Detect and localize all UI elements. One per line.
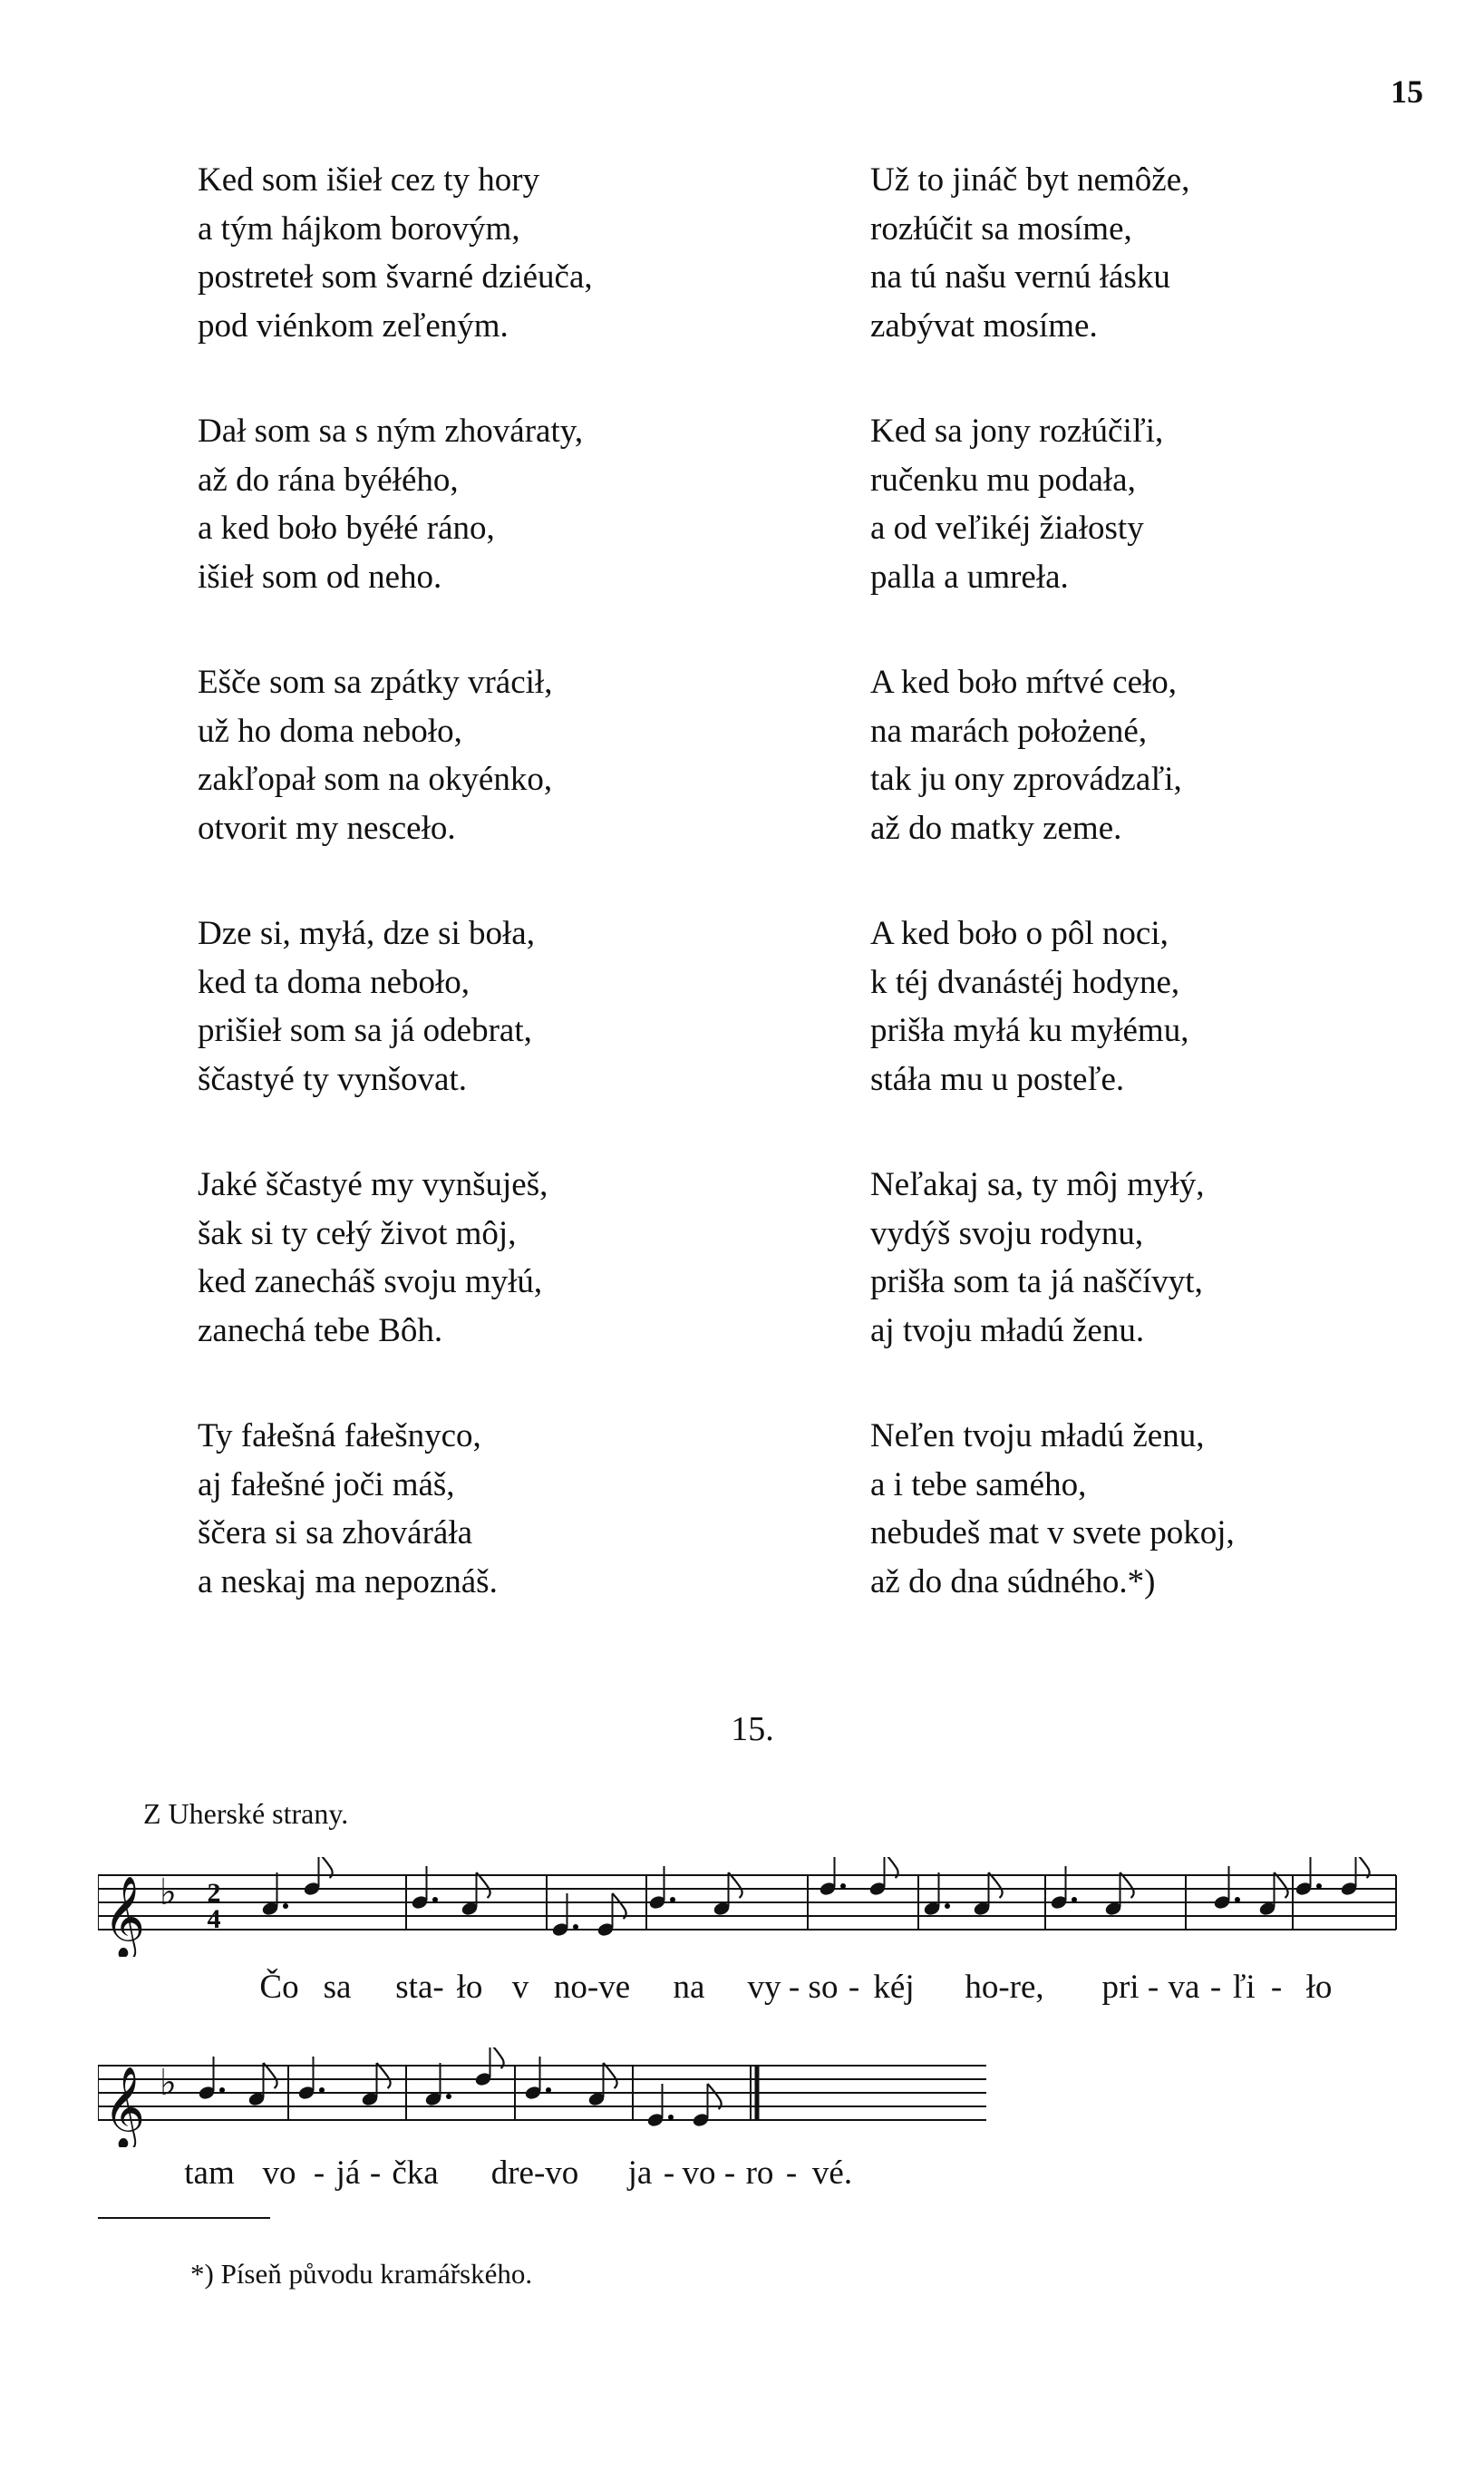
time-signature-top: 2	[207, 1878, 221, 1908]
flat-sign-icon: ♭	[160, 1872, 177, 1913]
staff-1-notes	[98, 1857, 1396, 1938]
eighth-note	[713, 1872, 742, 1917]
stanza	[198, 1161, 760, 1355]
stanza	[198, 1412, 760, 1606]
eighth-note	[461, 1872, 490, 1917]
lyric-syllable: so	[808, 1969, 839, 2006]
note-dot	[668, 2115, 674, 2120]
lyric-syllable: vy	[747, 1969, 781, 2006]
verse-line: a ked boło byéłé ráno,	[198, 510, 495, 547]
eighth-note	[303, 1857, 333, 1897]
verse-line: Už to jináč byt nemôže,	[870, 161, 1190, 199]
verse-line: Ty fałešná fałešnyco,	[198, 1417, 481, 1454]
note-flag	[1120, 1872, 1134, 1898]
note-dot	[446, 2094, 451, 2099]
lyrics-line-1	[98, 1968, 1403, 2013]
eighth-note	[247, 2063, 277, 2107]
note-flag	[613, 1893, 626, 1919]
dotted-quarter-note	[1295, 1857, 1322, 1897]
note-dot	[840, 1883, 846, 1889]
stanza	[870, 658, 1432, 852]
treble-clef-icon	[103, 1876, 145, 1957]
verse-line: a i tebe samého,	[870, 1465, 1087, 1503]
dotted-quarter-note	[261, 1872, 288, 1917]
note-flag	[708, 2084, 722, 2109]
verse-line: a neskaj ma nepoznáš.	[198, 1562, 498, 1600]
lyric-syllable: va	[1168, 1969, 1200, 2006]
svg-text:𝄞: 𝄞	[103, 2067, 146, 2147]
note-dot	[283, 1903, 288, 1909]
note-dot	[1316, 1883, 1322, 1889]
note-dot	[670, 1897, 675, 1902]
verse-line: tak ju ony zprovádzaľi,	[870, 761, 1182, 798]
flat-sign-icon: ♭	[160, 2062, 177, 2104]
stanza	[870, 156, 1432, 350]
verse-line: až do matky zeme.	[870, 809, 1122, 847]
verse-line: A ked boło mŕtvé ceło,	[870, 664, 1178, 701]
verse-line: už ho doma neboło,	[198, 712, 462, 750]
verse-line: ščera si sa zhováráła	[198, 1514, 473, 1551]
stanza	[870, 909, 1432, 1104]
eighth-note	[973, 1872, 1003, 1917]
verse-line: Jaké ščastyé my vynšuješ,	[198, 1166, 548, 1203]
note-flag	[377, 2063, 391, 2088]
lyric-syllable: ło	[456, 1969, 483, 2006]
verse-line: ked zanecháš svoju myłú,	[198, 1263, 543, 1300]
staff-2-notes	[98, 2047, 757, 2128]
verse-line: Neľen tvoju mładú ženu,	[870, 1417, 1205, 1454]
lyric-hyphen: -	[1147, 1969, 1159, 2006]
verse-line: na tú našu vernú łásku	[870, 258, 1170, 296]
lyrics-line-2	[98, 2154, 1004, 2199]
note-dot	[1235, 1897, 1240, 1902]
lyric-syllable: vo	[262, 2154, 296, 2192]
lyric-syllable: vo	[682, 2154, 716, 2192]
verse-line: prišła som ta já naščívyt,	[870, 1263, 1203, 1300]
lyric-hyphen: -	[848, 1969, 860, 2006]
note-dot	[432, 1897, 438, 1902]
lyric-hyphen: -	[723, 2154, 736, 2192]
eighth-note	[587, 2063, 617, 2107]
note-dot	[546, 2087, 551, 2093]
music-staff-2	[98, 2047, 995, 2147]
verse-line: až do rána byéłého,	[198, 461, 459, 499]
verse-line: až do dna súdného.*)	[870, 1562, 1156, 1600]
lyric-syllable: ľi	[1232, 1969, 1256, 2006]
note-dot	[573, 1924, 578, 1930]
verse-line: a tým hájkom borovým,	[198, 209, 520, 248]
lyric-hyphen: -	[369, 2154, 382, 2192]
verse-line: Neľakaj sa, ty môj myłý,	[870, 1166, 1205, 1203]
note-dot	[945, 1903, 950, 1909]
lyric-syllable: dre-vo	[490, 2154, 579, 2192]
staff-2-notation	[98, 2047, 995, 2147]
staff-1-notation	[98, 1857, 1403, 1957]
verse-line: Ked sa jony rozłúčiľi,	[870, 413, 1164, 450]
note-flag	[264, 2063, 277, 2088]
dotted-quarter-note	[923, 1872, 950, 1917]
lyric-hyphen: -	[313, 2154, 325, 2192]
verse-line: zanechá tebe Bôh.	[198, 1311, 443, 1349]
note-dot	[319, 2087, 325, 2093]
lyric-syllable: tam	[184, 2154, 235, 2192]
verse-line: vydýš svoju rodynu,	[870, 1214, 1144, 1252]
verse-line: šak si ty cełý život môj,	[198, 1214, 517, 1252]
note-flag	[989, 1872, 1003, 1898]
lyric-syllable: čka	[392, 2154, 439, 2192]
eighth-note	[361, 2063, 391, 2107]
verse-line: zakľopał som na okyénko,	[198, 761, 553, 798]
stanza	[198, 156, 760, 350]
footnote: *) Píseň původu kramářského.	[190, 2258, 533, 2290]
time-signature-bottom: 4	[207, 1904, 221, 1934]
lyric-hyphen: -	[788, 1969, 800, 2006]
eighth-note	[1340, 1857, 1370, 1897]
stanza	[198, 658, 760, 852]
lyric-syllable: vé.	[811, 2154, 853, 2192]
verse-line: Dze si, myłá, dze si boła,	[198, 915, 535, 952]
verse-line: aj fałešné joči máš,	[198, 1465, 455, 1503]
footnote-rule	[98, 2217, 270, 2219]
left-column	[198, 156, 760, 1663]
song-number: 15.	[731, 1710, 774, 1748]
note-dot	[219, 2087, 225, 2093]
note-flag	[729, 1872, 742, 1898]
lyric-syllable: ło	[1305, 1969, 1333, 2006]
lyric-syllable: no-ve	[553, 1969, 631, 2006]
dotted-quarter-note	[819, 1857, 846, 1897]
verse-line: zabývat mosíme.	[870, 306, 1098, 345]
verse-line: ked ta doma neboło,	[198, 963, 470, 1001]
lyric-hyphen: -	[785, 2154, 798, 2192]
verse-line: prišła myłá ku myłému,	[870, 1012, 1189, 1049]
lyric-syllable: ro	[745, 2154, 774, 2192]
eighth-note	[1104, 1872, 1134, 1917]
verse-line: Ešče som sa zpátky vrácił,	[198, 664, 553, 701]
verse-line: a od veľikéj žiałosty	[870, 510, 1144, 547]
stanza	[870, 1161, 1432, 1355]
note-flag	[477, 1872, 490, 1898]
treble-clef-icon	[103, 2067, 145, 2147]
stanza	[870, 407, 1432, 601]
verse-line: otvorit my nesceło.	[198, 809, 456, 847]
lyric-syllable: pri	[1101, 1969, 1140, 2006]
verse-line: ručenku mu podała,	[870, 461, 1136, 499]
note-flag	[604, 2063, 617, 2088]
verse-line: k téj dvanástéj hodyne,	[870, 963, 1180, 1001]
eighth-note	[1258, 1872, 1288, 1917]
note-dot	[1072, 1897, 1077, 1902]
verse-line: na marách położené,	[870, 712, 1148, 750]
verse-line: ščastyé ty vynšovat.	[198, 1060, 467, 1098]
eighth-note	[474, 2047, 504, 2087]
verse-line: Dał som sa s ným zhováraty,	[198, 413, 584, 450]
lyric-syllable: kéj	[873, 1969, 915, 2006]
eighth-note	[868, 1857, 898, 1897]
verse-line: pod viénkom zeľeným.	[198, 306, 509, 345]
verse-line: stáła mu u posteľe.	[870, 1060, 1125, 1098]
verse-line: Ked som išieł cez ty hory	[198, 161, 540, 199]
stanza	[198, 407, 760, 601]
verse-line: aj tvoju mładú ženu.	[870, 1311, 1145, 1349]
verse-line: rozłúčit sa mosíme,	[870, 209, 1132, 248]
verse-line: A ked boło o pôl noci,	[870, 915, 1169, 952]
stanza	[198, 909, 760, 1104]
verse-line: nebudeš mat v svete pokoj,	[870, 1514, 1235, 1551]
lyric-syllable: sta-	[395, 1969, 444, 2006]
lyric-syllable: sa	[323, 1969, 352, 2006]
lyric-syllable: ho-re,	[965, 1969, 1044, 2006]
lyric-syllable: Čo	[259, 1969, 299, 2006]
right-column	[870, 156, 1432, 1663]
lyric-syllable: já	[335, 2154, 361, 2192]
verse-line: prišieł som sa já odebrat,	[198, 1012, 532, 1049]
note-flag	[1275, 1872, 1288, 1898]
music-staff-1	[98, 1857, 1403, 1957]
lyric-syllable: ja	[627, 2154, 653, 2192]
dotted-quarter-note	[424, 2063, 451, 2107]
lyric-syllable: na	[673, 1969, 705, 2006]
lyric-hyphen: -	[663, 2154, 675, 2192]
verse-line: palla a umreła.	[870, 558, 1069, 596]
song-origin: Z Uherské strany.	[143, 1797, 349, 1830]
verse-line: postreteł som švarné dziéuča,	[198, 258, 593, 296]
stanza	[870, 1412, 1432, 1606]
lyric-hyphen: -	[1270, 1969, 1283, 2006]
lyric-hyphen: -	[1209, 1969, 1222, 2006]
lyric-syllable: v	[511, 1969, 529, 2006]
verse-line: išieł som od neho.	[198, 558, 442, 596]
svg-text:𝄞: 𝄞	[103, 1876, 146, 1957]
page-number: 15	[1391, 73, 1423, 110]
